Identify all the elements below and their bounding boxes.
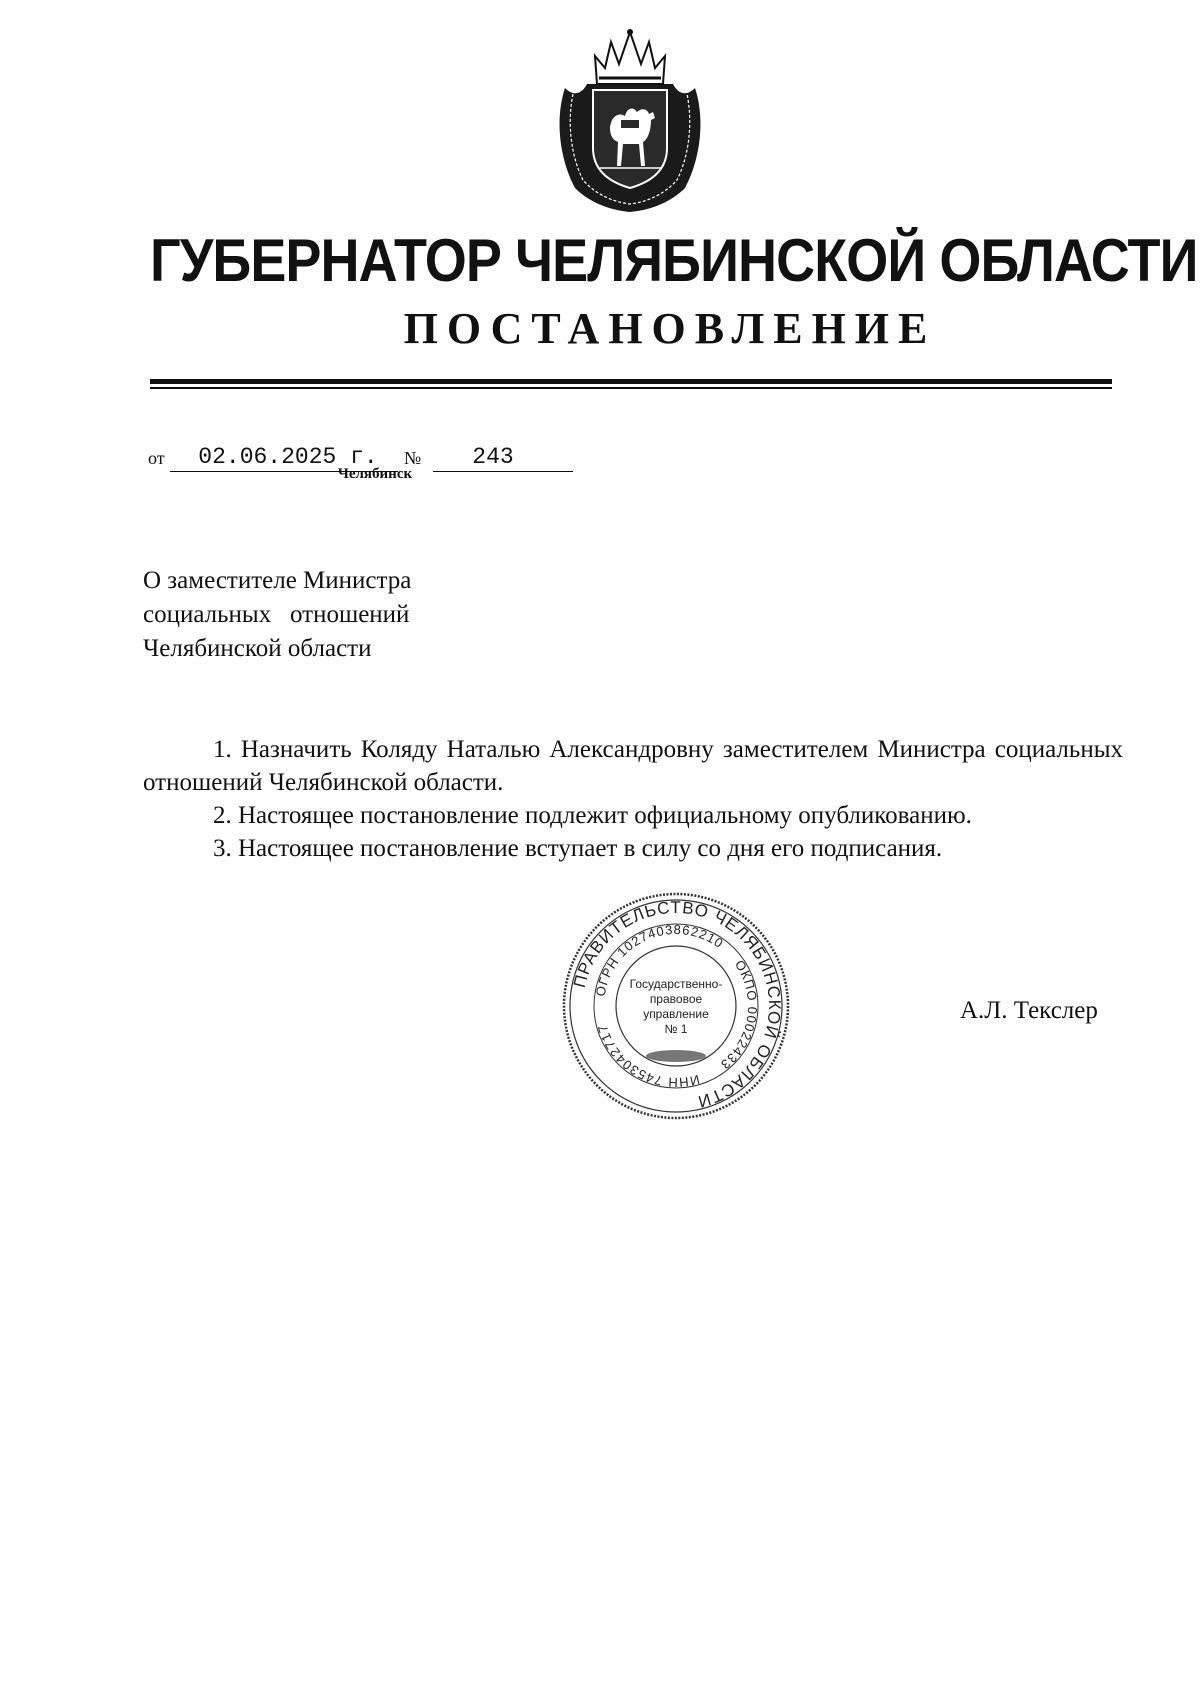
document-date: 02.06.2025 г. <box>198 444 378 470</box>
city-label: Челябинск <box>337 466 413 482</box>
signatory-name: А.Л. Текслер <box>960 997 1098 1024</box>
seal-ogrn: ОГРН 1027403862210 <box>592 921 727 998</box>
subject-line: Челябинской области <box>143 635 372 662</box>
seal-inn: ИНН 7453042717 <box>594 1022 702 1091</box>
number-label: № <box>404 448 422 468</box>
number-underline <box>433 471 573 472</box>
coat-of-arms-emblem <box>555 28 705 213</box>
subject-block <box>143 564 411 666</box>
clause-1: 1. Назначить Коляду Наталью Александровну заместителем Министра социальных отношений Челябинской области. <box>143 736 1123 796</box>
official-seal-stamp <box>560 890 792 1122</box>
seal-center-line: Государственно- <box>629 977 723 991</box>
seal-center-line: управление <box>643 1007 709 1021</box>
resolution-body <box>143 733 1123 865</box>
header-rule-thin <box>150 387 1112 389</box>
issuing-authority-title: ГУБЕРНАТОР ЧЕЛЯБИНСКОЙ ОБЛАСТИ <box>150 227 1198 294</box>
seal-center-line: правовое <box>649 992 703 1006</box>
document-number: 243 <box>472 444 514 470</box>
subject-line: О заместителе Министра <box>143 567 412 594</box>
seal-okpo: ОКПО 00022433 <box>717 957 761 1073</box>
document-type-title: ПОСТАНОВЛЕНИЕ <box>403 304 937 353</box>
from-label: от <box>148 448 165 468</box>
seal-center-line: № 1 <box>664 1022 688 1036</box>
subject-line: социальных отношений <box>143 601 410 628</box>
clause-3: 3. Настоящее постановление вступает в силу со дня его подписания. <box>213 835 943 862</box>
seal-outer-text: ПРАВИТЕЛЬСТВО ЧЕЛЯБИНСКОЙ ОБЛАСТИ <box>569 897 785 1112</box>
header-rule-thick <box>150 379 1112 384</box>
clause-2: 2. Настоящее постановление подлежит официальному опубликованию. <box>213 802 972 829</box>
